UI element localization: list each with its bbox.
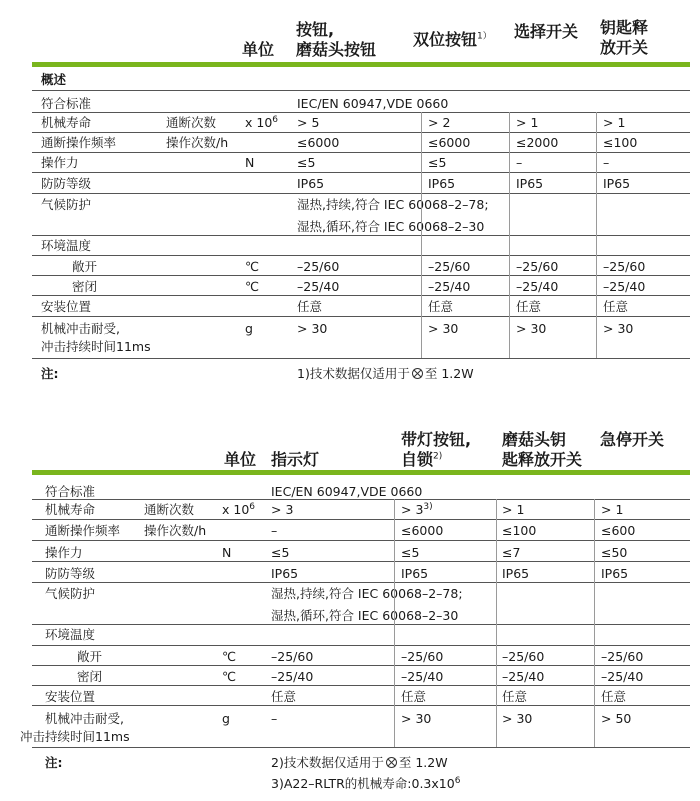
row-divider xyxy=(32,561,690,562)
value-cell: 湿热,持续,符合 IEC 60068–2–78; xyxy=(271,586,463,601)
row-label: 符合标准 xyxy=(45,484,96,499)
row-label-line2: 冲击持续时间11ms xyxy=(20,729,130,744)
column-divider xyxy=(509,112,510,358)
row-divider xyxy=(32,193,690,194)
header-key-release-line1: 钥匙释 xyxy=(600,18,649,37)
note-1: 1)技术数据仅适用于 至 1.2W xyxy=(297,366,474,381)
header-illuminated-button-line2: 自锁$^{2)}$ xyxy=(401,450,443,469)
value-cell: IP65 xyxy=(502,566,530,581)
value-cell: –25/40 xyxy=(401,669,444,684)
value-cell: –25/60 xyxy=(428,259,471,274)
value-cell: ≤50 xyxy=(601,545,628,560)
value-cell: IEC/EN 60947,VDE 0660 xyxy=(297,96,449,111)
value-cell: – xyxy=(271,523,278,538)
row-label: 符合标准 xyxy=(41,96,92,111)
value-cell: > 2 xyxy=(428,115,451,130)
row-label: 安装位置 xyxy=(41,299,92,314)
value-cell: ≤5 xyxy=(271,545,290,560)
value-cell: 任意 xyxy=(271,689,297,704)
value-cell: ≤5 xyxy=(401,545,420,560)
value-cell: – xyxy=(603,155,610,170)
row-unit: g xyxy=(222,711,230,726)
header-indicator-light: 指示灯 xyxy=(271,450,320,469)
value-cell: ≤6000 xyxy=(297,135,340,150)
value-cell: > 1 xyxy=(603,115,626,130)
row-divider xyxy=(32,685,690,686)
value-cell: > 3 xyxy=(271,502,294,517)
value-cell: IP65 xyxy=(516,176,544,191)
header-illuminated-button-line1: 带灯按钮, xyxy=(401,430,472,449)
row-label: 密闭 xyxy=(72,279,98,294)
row-divider xyxy=(32,112,690,113)
row-label: 密闭 xyxy=(77,669,103,684)
row-divider xyxy=(32,255,690,256)
row-divider xyxy=(32,645,690,646)
header-mushroom-key-line2: 匙释放开关 xyxy=(502,450,583,469)
value-cell: –25/40 xyxy=(502,669,545,684)
row-label: 机械冲击耐受, xyxy=(45,711,124,726)
value-cell: –25/60 xyxy=(601,649,644,664)
row-divider xyxy=(32,358,690,359)
value-cell: IP65 xyxy=(601,566,629,581)
column-divider xyxy=(421,112,422,358)
value-cell: –25/40 xyxy=(297,279,340,294)
row-divider xyxy=(32,499,690,500)
header-two-position-button: 双位按钮$^{1)}$ xyxy=(413,30,492,49)
row-label: 通断操作频率 xyxy=(45,523,121,538)
value-cell: –25/40 xyxy=(601,669,644,684)
row-unit: x $10^6$ xyxy=(245,114,279,130)
value-cell: –25/60 xyxy=(603,259,646,274)
value-cell: 任意 xyxy=(401,689,427,704)
value-cell: > 30 xyxy=(502,711,533,726)
row-label: 操作力 xyxy=(41,155,79,170)
row-unit: g xyxy=(245,321,253,336)
value-cell: IP65 xyxy=(401,566,429,581)
row-divider xyxy=(32,665,690,666)
note-label: 注: xyxy=(41,366,59,381)
value-cell: –25/40 xyxy=(516,279,559,294)
row-label: 气候防护 xyxy=(41,197,92,212)
note-2: 2)技术数据仅适用于 至 1.2W xyxy=(271,755,448,770)
value-cell: 任意 xyxy=(428,299,454,314)
row-label: 机械冲击耐受, xyxy=(41,321,120,336)
column-divider xyxy=(496,499,497,747)
value-cell: –25/60 xyxy=(271,649,314,664)
row-sublabel: 操作次数/h xyxy=(166,135,229,150)
row-label: 防防等级 xyxy=(45,566,96,581)
value-cell: 任意 xyxy=(502,689,528,704)
row-unit: x $10^6$ xyxy=(222,501,256,517)
value-cell: – xyxy=(271,711,278,726)
row-unit: N xyxy=(222,545,232,560)
value-cell: 任意 xyxy=(603,299,629,314)
value-cell: –25/60 xyxy=(516,259,559,274)
note-3: 3)A22–RLTR的机械寿命$:0.3x10^6$ xyxy=(271,775,461,791)
green-header-bar xyxy=(32,62,690,67)
value-cell: –25/40 xyxy=(271,669,314,684)
section-title: 概述 xyxy=(41,72,67,87)
value-cell: 任意 xyxy=(601,689,627,704)
header-pushbutton-line1: 按钮, xyxy=(296,20,335,39)
value-cell: ≤100 xyxy=(603,135,638,150)
row-divider xyxy=(32,152,690,153)
value-cell: 任意 xyxy=(516,299,542,314)
value-cell: –25/60 xyxy=(297,259,340,274)
row-label: 敞开 xyxy=(72,259,98,274)
row-divider xyxy=(32,582,690,583)
header-key-release-line2: 放开关 xyxy=(600,38,649,57)
lamp-symbol-icon xyxy=(386,757,397,768)
row-label: 环境温度 xyxy=(41,238,92,253)
row-label: 通断操作频率 xyxy=(41,135,117,150)
green-header-bar xyxy=(32,470,690,475)
header-emergency-stop: 急停开关 xyxy=(600,430,665,449)
value-cell: IP65 xyxy=(428,176,456,191)
lamp-symbol-icon xyxy=(412,368,423,379)
row-divider xyxy=(32,316,690,317)
value-cell: > 1 xyxy=(516,115,539,130)
row-divider xyxy=(32,295,690,296)
row-divider xyxy=(32,705,690,706)
note-label: 注: xyxy=(45,755,63,770)
row-divider xyxy=(32,172,690,173)
value-cell: IP65 xyxy=(297,176,325,191)
value-cell: ≤6000 xyxy=(428,135,471,150)
value-cell: > 5 xyxy=(297,115,320,130)
value-cell: ≤7 xyxy=(502,545,521,560)
value-cell-line2: 湿热,循环,符合 IEC 60068–2–30 xyxy=(297,219,485,234)
row-label-line2: 冲击持续时间11ms xyxy=(41,339,151,354)
row-label: 气候防护 xyxy=(45,586,96,601)
row-unit: ℃ xyxy=(245,279,260,294)
value-cell: IP65 xyxy=(271,566,299,581)
row-label: 机械寿命 xyxy=(41,115,92,130)
value-cell: 湿热,持续,符合 IEC 60068–2–78; xyxy=(297,197,489,212)
value-cell: > 30 xyxy=(428,321,459,336)
header-selector-switch: 选择开关 xyxy=(514,22,579,41)
row-label: 操作力 xyxy=(45,545,83,560)
value-cell: > 1 xyxy=(601,502,624,517)
header-unit: 单位 xyxy=(242,40,275,59)
value-cell: > 30 xyxy=(603,321,634,336)
divider xyxy=(32,90,690,91)
row-divider xyxy=(32,132,690,133)
row-sublabel: 通断次数 xyxy=(166,115,217,130)
row-unit: N xyxy=(245,155,255,170)
header-unit: 单位 xyxy=(224,450,257,469)
row-sublabel: 通断次数 xyxy=(144,502,195,517)
row-divider xyxy=(32,519,690,520)
value-cell: ≤5 xyxy=(428,155,447,170)
value-cell: –25/60 xyxy=(502,649,545,664)
value-cell: IP65 xyxy=(603,176,631,191)
column-divider xyxy=(596,112,597,358)
value-cell: ≤6000 xyxy=(401,523,444,538)
row-divider xyxy=(32,624,690,625)
row-label: 防防等级 xyxy=(41,176,92,191)
value-cell: –25/60 xyxy=(401,649,444,664)
row-label: 环境温度 xyxy=(45,627,96,642)
value-cell: –25/40 xyxy=(428,279,471,294)
row-label: 安装位置 xyxy=(45,689,96,704)
value-cell: – xyxy=(516,155,523,170)
row-label: 机械寿命 xyxy=(45,502,96,517)
row-divider xyxy=(32,235,690,236)
column-divider xyxy=(394,499,395,747)
value-cell: > 30 xyxy=(401,711,432,726)
row-sublabel: 操作次数/h xyxy=(144,523,207,538)
value-cell: > 30 xyxy=(297,321,328,336)
value-cell: ≤2000 xyxy=(516,135,559,150)
value-cell: > 1 xyxy=(502,502,525,517)
column-divider xyxy=(594,499,595,747)
header-mushroom-key-line1: 磨菇头钥 xyxy=(502,430,567,449)
row-divider xyxy=(32,275,690,276)
row-label: 敞开 xyxy=(77,649,103,664)
value-cell: ≤5 xyxy=(297,155,316,170)
value-cell: > 50 xyxy=(601,711,632,726)
row-unit: ℃ xyxy=(222,669,237,684)
value-cell: ≤600 xyxy=(601,523,636,538)
value-cell-line2: 湿热,循环,符合 IEC 60068–2–30 xyxy=(271,608,459,623)
row-unit: ℃ xyxy=(245,259,260,274)
row-unit: ℃ xyxy=(222,649,237,664)
value-cell: 任意 xyxy=(297,299,323,314)
value-cell: –25/40 xyxy=(603,279,646,294)
row-divider xyxy=(32,540,690,541)
row-divider xyxy=(32,747,690,748)
value-cell: > 30 xyxy=(516,321,547,336)
value-cell: > $3^{3)}$ xyxy=(401,501,433,517)
header-pushbutton-line2: 磨菇头按钮 xyxy=(296,40,377,59)
value-cell: IEC/EN 60947,VDE 0660 xyxy=(271,484,423,499)
value-cell: ≤100 xyxy=(502,523,537,538)
